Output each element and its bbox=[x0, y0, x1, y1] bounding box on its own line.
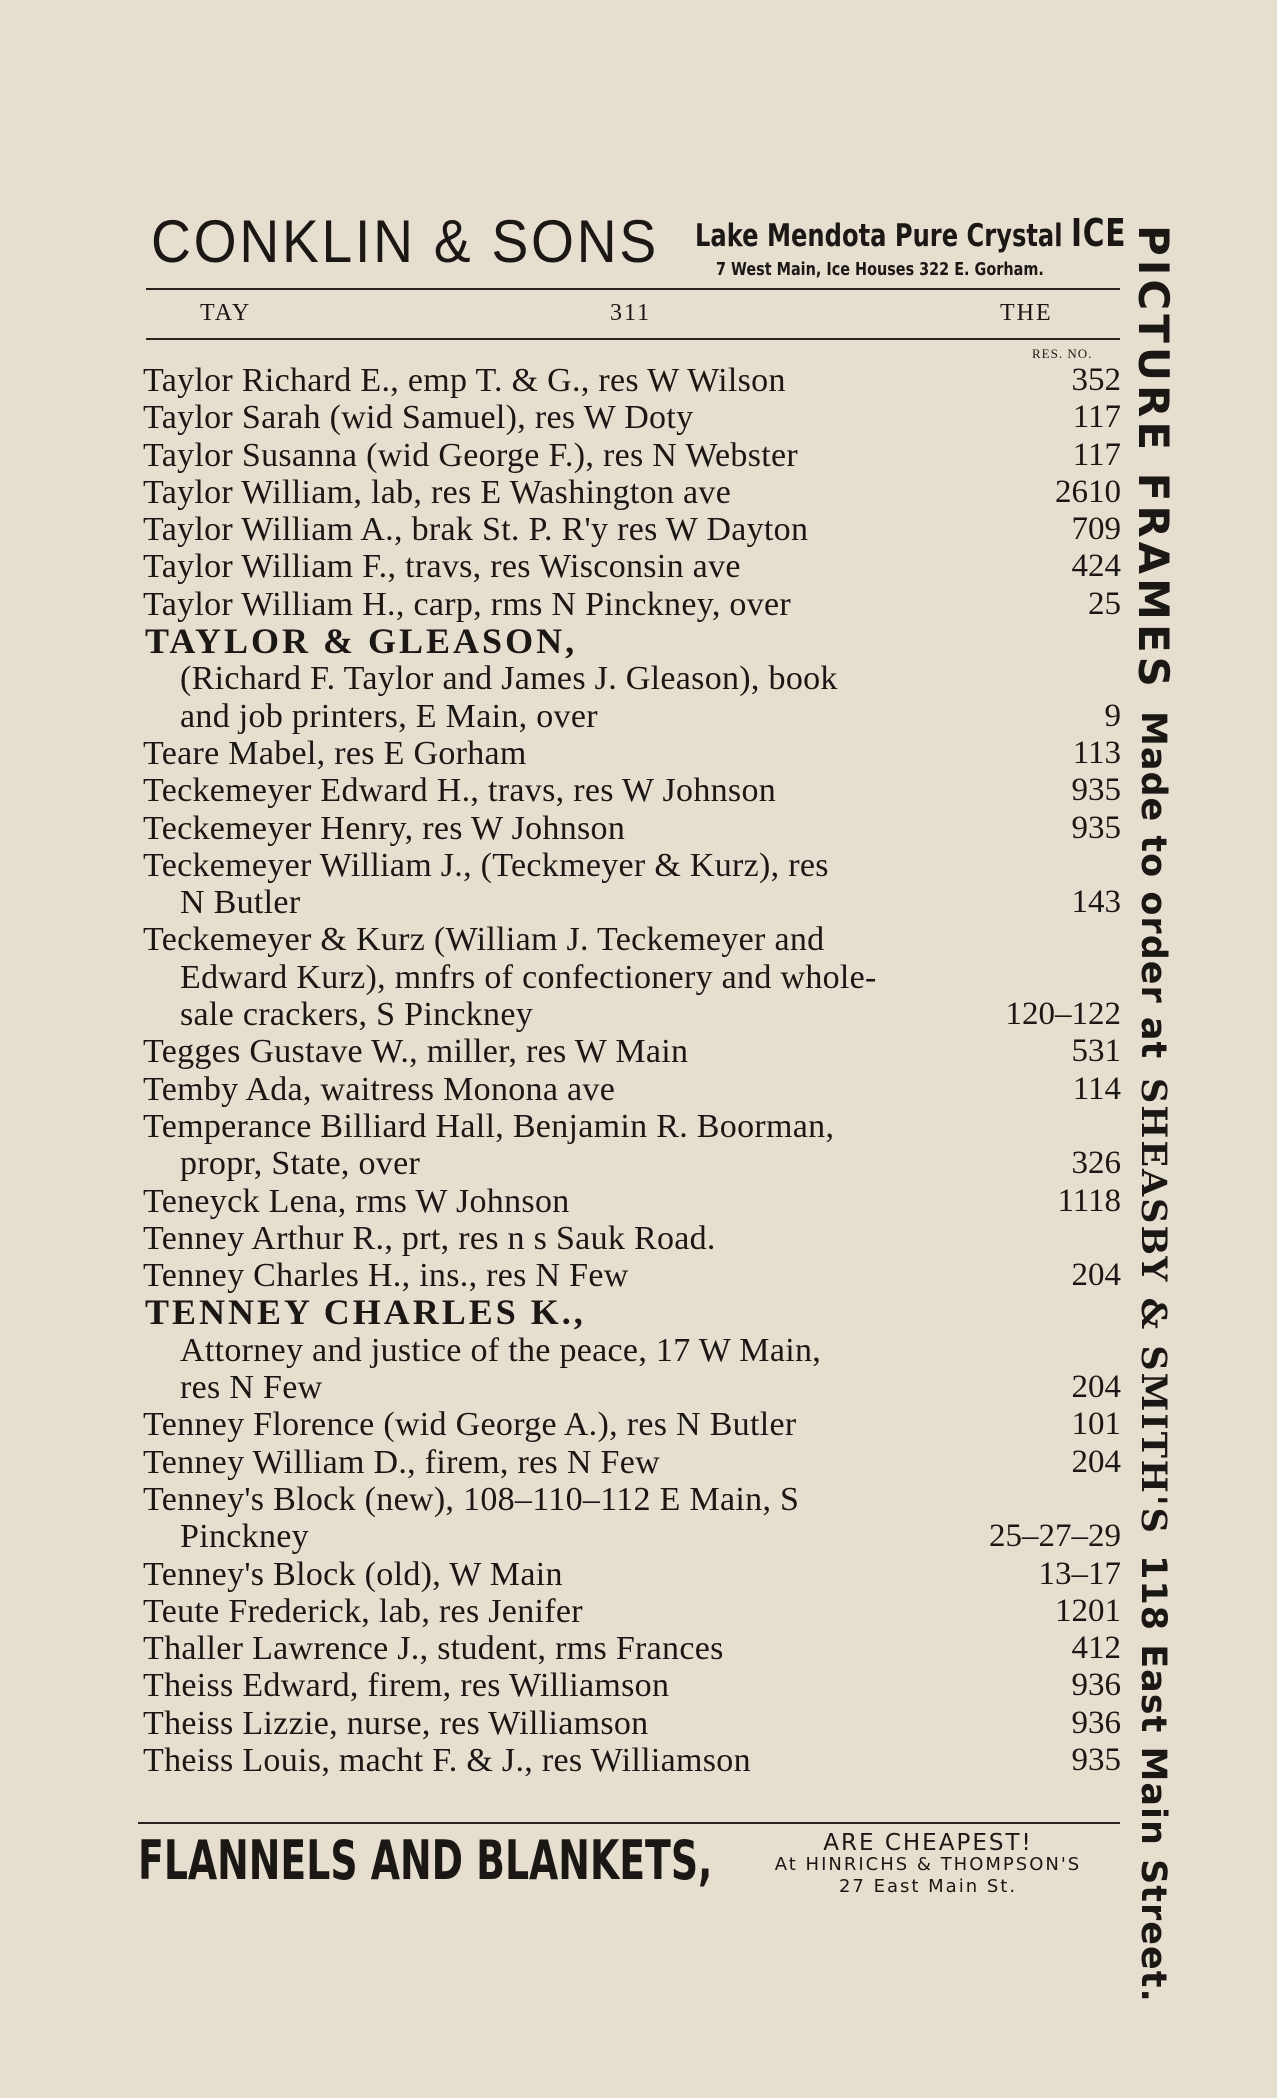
entry-number: 13–17 bbox=[1038, 1555, 1121, 1592]
footer-rule bbox=[138, 1822, 1120, 1824]
list-item bbox=[143, 437, 1123, 474]
entry-text: Teare Mabel, res E Gorham bbox=[143, 734, 527, 772]
list-item bbox=[143, 884, 1123, 921]
entry-text: Teute Frederick, lab, res Jenifer bbox=[143, 1592, 583, 1630]
entry-text: Taylor Richard E., emp T. & G., res W Wilson bbox=[143, 362, 786, 399]
entry-number: 114 bbox=[1072, 1070, 1121, 1107]
entry-number: 9 bbox=[1104, 697, 1121, 734]
entry-text: Pinckney bbox=[180, 1518, 309, 1556]
cheapest-line-3: 27 East Main St. bbox=[838, 1876, 1018, 1897]
list-item bbox=[143, 921, 1123, 958]
list-item bbox=[143, 586, 1123, 623]
list-item bbox=[143, 660, 1123, 697]
ice-address: 7 West Main, Ice Houses 322 E. Gorham. bbox=[716, 259, 1044, 280]
entry-number: 709 bbox=[1071, 511, 1121, 548]
entry-text: Teckemeyer Edward H., travs, res W Johnson bbox=[143, 772, 777, 810]
entry-text: Taylor Sarah (wid Samuel), res W Doty bbox=[143, 399, 694, 437]
ice-word: ICE bbox=[1070, 211, 1127, 255]
list-item bbox=[143, 474, 1123, 511]
list-item bbox=[143, 959, 1123, 996]
side-advertisement bbox=[1128, 225, 1178, 2003]
entry-number: 113 bbox=[1072, 734, 1121, 771]
entry-text: Theiss Lizzie, nurse, res Williamson bbox=[143, 1704, 649, 1742]
side-ad-address: 118 East Main Street. bbox=[1133, 1554, 1173, 2003]
running-head bbox=[146, 300, 1120, 332]
running-head-left: TAY bbox=[200, 300, 252, 326]
column-label: RES. NO. bbox=[1032, 346, 1093, 361]
entry-text: Tenney's Block (old), W Main bbox=[143, 1555, 563, 1593]
entry-text: Attorney and justice of the peace, 17 W Main, bbox=[180, 1331, 822, 1369]
entry-text: Tenney Florence (wid George A.), res N Butler bbox=[143, 1406, 797, 1444]
entry-text: Teneyck Lena, rms W Johnson bbox=[143, 1182, 570, 1220]
entry-number: 25 bbox=[1088, 585, 1121, 622]
entry-number: 2610 bbox=[1055, 473, 1121, 510]
entry-text: res N Few bbox=[180, 1369, 323, 1407]
list-item bbox=[143, 810, 1123, 847]
entry-text: Tenney Charles H., ins., res N Few bbox=[143, 1257, 629, 1295]
entry-number: 25–27–29 bbox=[989, 1518, 1121, 1555]
list-item bbox=[143, 1220, 1123, 1257]
top-advertisement bbox=[143, 205, 1127, 285]
entry-text: Taylor William F., travs, res Wisconsin ave bbox=[143, 548, 741, 586]
list-item bbox=[143, 1630, 1123, 1667]
list-item bbox=[143, 1518, 1123, 1555]
list-item bbox=[143, 511, 1123, 548]
entry-text: (Richard F. Taylor and James J. Gleason), book bbox=[180, 660, 838, 698]
entry-number: 204 bbox=[1071, 1369, 1121, 1406]
list-item bbox=[143, 362, 1123, 399]
flannels-headline: FLANNELS AND BLANKETS, bbox=[138, 1829, 713, 1892]
side-ad-made: Made to order at bbox=[1133, 710, 1173, 1059]
ice-headline-text: Lake Mendota Pure Crystal bbox=[695, 218, 1063, 254]
list-item bbox=[143, 1145, 1123, 1182]
entry-number: 935 bbox=[1071, 809, 1121, 846]
entry-number: 531 bbox=[1071, 1033, 1121, 1070]
entry-text: Temperance Billiard Hall, Benjamin R. Boorman, bbox=[143, 1107, 835, 1145]
cheapest-block bbox=[748, 1832, 1108, 1898]
entry-text: Edward Kurz), mnfrs of confectionery and whole- bbox=[180, 958, 877, 996]
list-item bbox=[143, 1556, 1123, 1593]
entry-number: 120–122 bbox=[1005, 996, 1121, 1033]
list-item bbox=[143, 399, 1123, 436]
list-item bbox=[143, 1108, 1123, 1145]
list-item bbox=[143, 548, 1123, 585]
entry-text: Teckemeyer & Kurz (William J. Teckemeyer and bbox=[143, 921, 825, 959]
entry-text: propr, State, over bbox=[180, 1145, 421, 1183]
entry-number: 1201 bbox=[1055, 1592, 1121, 1629]
entry-text: Tenney William D., firem, res N Few bbox=[143, 1443, 660, 1481]
list-item bbox=[143, 1667, 1123, 1704]
list-item bbox=[143, 1332, 1123, 1369]
conklin-firm-name: CONKLIN & SONS bbox=[151, 208, 659, 275]
list-item bbox=[143, 1071, 1123, 1108]
entry-text: Tenney's Block (new), 108–110–112 E Main, S bbox=[143, 1480, 800, 1518]
entry-number: 935 bbox=[1071, 772, 1121, 809]
firm-heading bbox=[143, 1294, 1123, 1331]
entry-number: 936 bbox=[1071, 1704, 1121, 1741]
entry-text: Thaller Lawrence J., student, rms Frances bbox=[143, 1630, 724, 1668]
entry-text: Temby Ada, waitress Monona ave bbox=[143, 1070, 616, 1108]
entry-text: Taylor William H., carp, rms N Pinckney, over bbox=[143, 585, 792, 623]
cheapest-line-2: At HINRICHS & THOMPSON'S bbox=[774, 1854, 1082, 1875]
list-item bbox=[143, 1481, 1123, 1518]
entry-text: Taylor William A., brak St. P. R'y res W Dayton bbox=[143, 511, 809, 549]
entry-number: 204 bbox=[1071, 1443, 1121, 1480]
entry-number: 326 bbox=[1071, 1145, 1121, 1182]
list-item bbox=[143, 1406, 1123, 1443]
side-ad-firm: SHEASBY & SMITH'S bbox=[1133, 1078, 1174, 1536]
ice-headline bbox=[695, 211, 1127, 255]
entry-number: 424 bbox=[1071, 548, 1121, 585]
list-item bbox=[143, 1444, 1123, 1481]
list-item bbox=[143, 772, 1123, 809]
firm-heading bbox=[143, 623, 1123, 660]
entry-text: TAYLOR & GLEASON, bbox=[145, 621, 578, 662]
entry-text: Theiss Edward, firem, res Williamson bbox=[143, 1667, 670, 1705]
list-item bbox=[143, 1593, 1123, 1630]
entry-number: 1118 bbox=[1057, 1182, 1121, 1219]
entry-text: Taylor William, lab, res E Washington ave bbox=[143, 473, 732, 511]
bottom-advertisement bbox=[138, 1828, 1128, 1908]
list-item bbox=[143, 1033, 1123, 1070]
list-item bbox=[143, 1183, 1123, 1220]
entry-text: TENNEY CHARLES K., bbox=[145, 1292, 586, 1333]
entry-number: 936 bbox=[1071, 1667, 1121, 1704]
list-item bbox=[143, 1257, 1123, 1294]
entry-number: 352 bbox=[1071, 362, 1121, 398]
header-rule-bottom bbox=[146, 338, 1120, 340]
entry-text: Theiss Louis, macht F. & J., res Williamson bbox=[143, 1741, 751, 1779]
running-head-right: THE bbox=[1000, 300, 1053, 326]
list-item bbox=[143, 1705, 1123, 1742]
list-item bbox=[143, 847, 1123, 884]
directory-listing bbox=[143, 362, 1123, 1779]
entry-text: Tegges Gustave W., miller, res W Main bbox=[143, 1033, 689, 1071]
entry-number: 412 bbox=[1071, 1630, 1121, 1667]
entry-number: 117 bbox=[1072, 399, 1121, 436]
entry-text: Taylor Susanna (wid George F.), res N Webster bbox=[143, 436, 798, 474]
entry-number: 204 bbox=[1071, 1257, 1121, 1294]
page-number: 311 bbox=[610, 300, 652, 326]
entry-number: 101 bbox=[1071, 1406, 1121, 1443]
entry-text: and job printers, E Main, over bbox=[180, 697, 598, 735]
header-rule-top bbox=[146, 288, 1120, 290]
entry-number: 117 bbox=[1072, 436, 1121, 473]
list-item bbox=[143, 1369, 1123, 1406]
list-item bbox=[143, 996, 1123, 1033]
entry-number: 935 bbox=[1071, 1741, 1121, 1778]
list-item bbox=[143, 1742, 1123, 1779]
entry-text: sale crackers, S Pinckney bbox=[180, 996, 534, 1034]
list-item bbox=[143, 735, 1123, 772]
entry-text: Teckemeyer William J., (Teckmeyer & Kurz), res bbox=[143, 846, 829, 884]
side-ad-headline: PICTURE FRAMES bbox=[1129, 225, 1178, 691]
entry-number: 143 bbox=[1071, 884, 1121, 921]
cheapest-line-1: ARE CHEAPEST! bbox=[823, 1830, 1033, 1856]
list-item bbox=[143, 698, 1123, 735]
entry-text: N Butler bbox=[180, 884, 301, 922]
entry-text: Tenney Arthur R., prt, res n s Sauk Road. bbox=[143, 1219, 716, 1257]
entry-text: Teckemeyer Henry, res W Johnson bbox=[143, 809, 626, 847]
